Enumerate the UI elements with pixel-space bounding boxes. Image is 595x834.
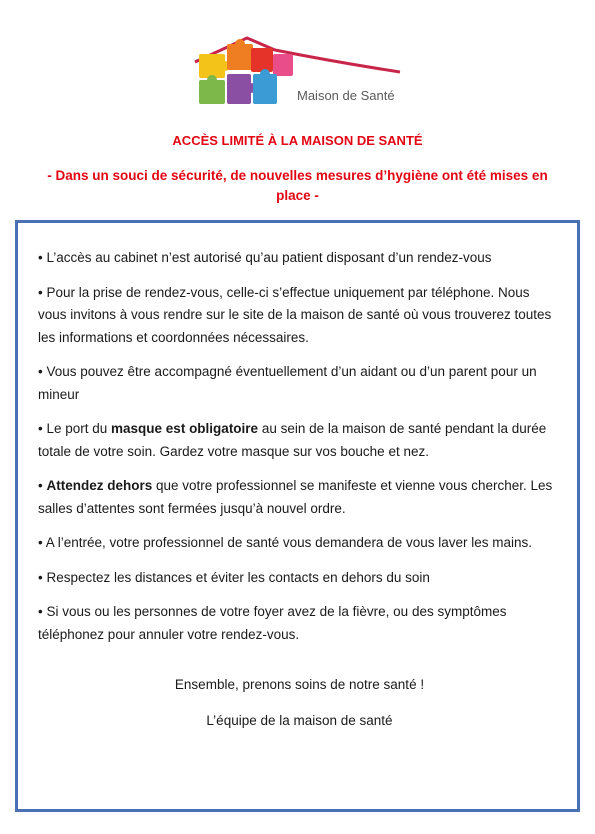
maison-de-sante-logo [185,32,410,114]
list-item: • Le port du masque est obligatoire au sein de la maison de santé pendant la durée totale de votre soin. Gardez votre masque sur vos bouche et nez. [38,421,547,459]
list-item: • Si vous ou les personnes de votre foyer avez de la fièvre, ou des symptômes téléphonez pour annuler votre rendez-vous. [38,604,507,642]
list-item: • A l’entrée, votre professionnel de santé vous demandera de vous laver les mains. [38,535,533,550]
list-item: • L’accès au cabinet n’est autorisé qu’au patient disposant d’un rendez-vous [38,250,492,265]
logo-text: Maison de Santé [297,88,395,103]
signature: L’équipe de la maison de santé [206,713,393,728]
page-title: ACCÈS LIMITÉ À LA MAISON DE SANTÉ [172,133,423,148]
list-item: • Pour la prise de rendez-vous, celle-ci s’effectue uniquement par téléphone. Nous vous invitons à vous rendre sur le site de la maison de santé où vous trouverez toutes les informations et coordonnées nécessaires. [38,284,552,345]
closing-message: Ensemble, prenons soins de notre santé ! [174,677,425,692]
list-item: • Attendez dehors que votre professionnel se manifeste et vienne vous chercher. Les salles d’attentes sont fermées jusqu’à nouvel ordre. [38,478,553,516]
list-item: • Respectez les distances et éviter les contacts en dehors du soin [38,569,430,585]
notice-box [15,220,580,812]
list-item: • Vous pouvez être accompagné éventuellement d’un aidant ou d’un parent pour un mineur [38,364,537,402]
page-subtitle: - Dans un souci de sécurité, de nouvelles mesures d’hygiène ont été mises en place - [47,168,548,203]
